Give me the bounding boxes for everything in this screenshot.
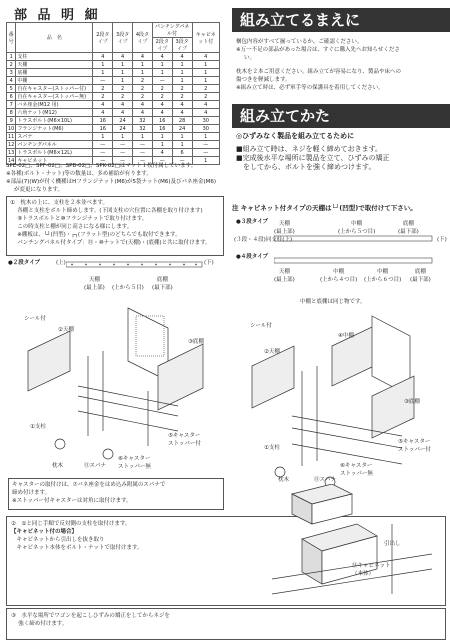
- parts-qty: —: [93, 77, 113, 85]
- parts-qty: 1: [172, 69, 192, 77]
- label-bottom-shelf-r: ③底棚: [404, 399, 420, 405]
- mid-same-label: 中棚と底棚は同じ物です。: [300, 299, 366, 305]
- parts-qty: —: [113, 157, 133, 165]
- parts-name: フランジナット(M6): [16, 125, 93, 133]
- before-title: 組み立てるまえに: [232, 8, 450, 32]
- parts-qty: 2: [113, 85, 133, 93]
- parts-qty: 4: [172, 109, 192, 117]
- label-mid-shelf-r: ④中棚: [338, 333, 354, 339]
- parts-qty: 4: [172, 101, 192, 109]
- label-seal: シール付: [24, 316, 46, 322]
- parts-name: 六角ナット(M12): [16, 109, 93, 117]
- label-post: ①支柱: [30, 424, 46, 430]
- parts-qty: 4: [93, 109, 113, 117]
- parts-qty: 1: [113, 61, 133, 69]
- parts-qty: 32: [133, 125, 153, 133]
- parts-name: 自在キャスター(ストッパー無): [16, 93, 93, 101]
- post-diagram-4: [274, 256, 436, 266]
- parts-qty: 4: [93, 101, 113, 109]
- parts-qty: 2: [172, 85, 192, 93]
- parts-qty: —: [192, 149, 219, 157]
- parts-name: キャビネット: [16, 157, 93, 165]
- col-2: 2段タイプ: [93, 23, 113, 53]
- parts-name: 自在キャスター(ストッパー付): [16, 85, 93, 93]
- parts-row: [7, 149, 220, 157]
- footnote-3: ※部品(7)(W)が付く機種はHフランジナット(M6)が5袋ナット(M6)及びバネ座金(M6): [6, 179, 217, 185]
- parts-no: 11: [8, 133, 15, 140]
- parts-qty: 1: [113, 133, 133, 141]
- step2-line: 【キャビネット付の場合】: [11, 529, 78, 535]
- parts-row: [7, 93, 220, 101]
- parts-qty: 4: [133, 101, 153, 109]
- label-seal-r: シール付: [250, 323, 272, 329]
- parts-qty: —: [113, 141, 133, 149]
- parts-qty: 1: [113, 69, 133, 77]
- caster-note-line: 締め付けます。: [12, 490, 51, 496]
- col-4: 4段タイプ: [133, 23, 153, 53]
- parts-qty: 2: [152, 93, 172, 101]
- label-top-shelf: 天棚 (最上部): [84, 277, 105, 291]
- parts-row: [7, 117, 220, 125]
- parts-table: [6, 22, 220, 165]
- label-bottom-shelf-2: ③底棚: [188, 339, 204, 345]
- parts-qty: 4: [93, 53, 113, 61]
- step2-line: キャビネットから引出しを抜き取り: [11, 537, 105, 543]
- label-bottom-shelf: 底棚 (最下部): [152, 277, 173, 291]
- label-caster-stop: ⑤キャスター ストッパー付: [168, 433, 201, 447]
- col-p3: 3段タイプ: [172, 38, 192, 53]
- parts-qty: 1: [133, 61, 153, 69]
- parts-qty: 1: [172, 141, 192, 149]
- label-top-shelf-r: ②天棚: [264, 349, 280, 355]
- parts-name: 中棚: [16, 77, 93, 85]
- post-diagram-2: [66, 260, 204, 270]
- parts-qty: 24: [113, 117, 133, 125]
- parts-qty: 2: [192, 85, 219, 93]
- parts-qty: 1: [172, 61, 192, 69]
- parts-qty: 1: [113, 77, 133, 85]
- how-title: 組み立てかた: [232, 104, 450, 128]
- parts-qty: 4: [113, 101, 133, 109]
- parts-qty: 24: [172, 125, 192, 133]
- parts-no: 2: [7, 61, 16, 69]
- parts-qty: 2: [172, 93, 192, 101]
- parts-no: 13: [8, 149, 15, 156]
- label-spanner: ⑪スパナ: [84, 463, 107, 469]
- label-top-3: 天棚 (最上部): [274, 221, 295, 235]
- before-line: 梱包内容がすべて揃っているか、ご確認ください。: [236, 39, 363, 45]
- parts-no: 6: [7, 93, 16, 101]
- label-sleeper-r: 枕木: [278, 477, 290, 483]
- parts-qty: 2: [152, 85, 172, 93]
- how-bullet: ■組み立て時は、ネジを軽く締めておきます。: [236, 145, 383, 153]
- parts-qty: 4: [152, 101, 172, 109]
- parts-qty: 1: [152, 61, 172, 69]
- type3-label: ●３段タイプ: [236, 219, 269, 225]
- parts-list-title: 部 品 明 細: [14, 8, 101, 23]
- parts-qty: 4: [113, 53, 133, 61]
- parts-qty: 30: [192, 125, 219, 133]
- parts-qty: 1: [93, 133, 113, 141]
- parts-qty: 1: [192, 157, 219, 165]
- parts-qty: 4: [152, 53, 172, 61]
- parts-qty: —: [152, 157, 172, 165]
- parts-qty: 28: [172, 117, 192, 125]
- before-line: 枕木を２本ご用意ください。組み立てが容易になり、製品や床への: [236, 69, 402, 75]
- parts-name: 底棚: [16, 69, 93, 77]
- col-p2: 2段タイプ: [152, 38, 172, 53]
- before-line: い。: [244, 55, 256, 61]
- parts-qty: 4: [192, 109, 219, 117]
- parts-qty: 32: [133, 117, 153, 125]
- label-sleeper: 枕木: [52, 463, 64, 469]
- col-cab: キャビネット付: [192, 23, 219, 53]
- parts-qty: 16: [152, 125, 172, 133]
- parts-no: 1: [7, 53, 16, 61]
- down-3: (下): [437, 237, 447, 243]
- before-line: 傷つきを軽減します。: [236, 77, 291, 83]
- parts-name: パンチングパネル: [16, 141, 93, 149]
- parts-name: トラスボルト(M6×12L): [16, 149, 93, 157]
- how-bullet: ■完成後水平な場所に製品を立て、ひずみの矯正: [236, 154, 390, 162]
- parts-qty: 1: [133, 69, 153, 77]
- parts-qty: 1: [133, 133, 153, 141]
- step1-line: ※棚板は、└┘(凹型)・┌┐(フラット型)のどちらでも取付できます。: [10, 232, 181, 238]
- step2-line: キャビネット本体をボルト・ナットで取付けます。: [11, 545, 143, 551]
- parts-row: [7, 53, 220, 61]
- parts-row: [7, 69, 220, 77]
- cabinet-diagram: [262, 484, 442, 604]
- parts-qty: —: [133, 149, 153, 157]
- parts-name: トラスボルト(M6×10L): [16, 117, 93, 125]
- parts-qty: 1: [192, 61, 219, 69]
- parts-row: [7, 125, 220, 133]
- parts-name: バネ座金(M12 用): [16, 101, 93, 109]
- parts-qty: 1: [93, 69, 113, 77]
- parts-qty: 2: [93, 85, 113, 93]
- parts-qty: 1: [172, 133, 192, 141]
- parts-qty: 1: [152, 133, 172, 141]
- up-label: (上): [56, 260, 66, 266]
- parts-qty: 16: [152, 117, 172, 125]
- label-cabinet: ⑭キャビネット （本体）: [352, 563, 391, 577]
- parts-qty: —: [133, 157, 153, 165]
- step1-box: [6, 196, 224, 256]
- parts-qty: 30: [192, 117, 219, 125]
- label-caster-stop-r: ⑤キャスター ストッパー付: [398, 439, 431, 453]
- parts-no: 5: [7, 85, 16, 93]
- parts-qty: —: [113, 149, 133, 157]
- parts-qty: —: [93, 149, 113, 157]
- parts-row: [7, 77, 220, 85]
- col-no: 番号: [7, 23, 16, 53]
- parts-row: [7, 109, 220, 117]
- label-spanner-r: ⑪スパナ: [314, 477, 337, 483]
- type4-label: ●４段タイプ: [236, 254, 269, 260]
- note-3: (３段・４段)同支柱(上): [234, 237, 293, 243]
- label-mid-3: 中棚 (上から５つ目): [338, 221, 376, 235]
- parts-qty: —: [133, 141, 153, 149]
- step1-line: ⑨トラスボルトと⑩フランジナットで取り付けます。: [10, 216, 148, 222]
- label-post-r: ①支柱: [264, 445, 280, 451]
- col-panel-group: パンチングパネル付: [152, 23, 192, 38]
- col-3: 3段タイプ: [113, 23, 133, 53]
- label-top-4: 天棚 (最上部): [274, 269, 295, 283]
- label-mid-4b: 中棚 (上から６つ目): [364, 269, 402, 283]
- label-top-shelf-2: ②天棚: [58, 327, 74, 333]
- before-line: ※万一不足の部品があった場合は、すぐに購入先へお知らせくださ: [236, 47, 400, 53]
- parts-no: 8: [7, 109, 16, 117]
- parts-qty: 1: [192, 77, 219, 85]
- parts-qty: —: [93, 141, 113, 149]
- caster-note-box: [8, 478, 224, 510]
- how-bullet: をしてから、ボルトを強く締めつけます。: [236, 163, 376, 171]
- step1-line: 各棚と支柱をボルト締めします。(下図支柱の穴位置に各棚を取り付けます): [10, 208, 203, 214]
- parts-qty: —: [192, 141, 219, 149]
- parts-qty: —: [152, 77, 172, 85]
- parts-qty: —: [172, 157, 192, 165]
- label-bottom-4: 底棚 (最下部): [410, 269, 431, 283]
- parts-no: 10: [8, 125, 15, 132]
- footnote-4: が変更になります。: [14, 187, 64, 193]
- parts-qty: —: [93, 157, 113, 165]
- parts-no: 14: [8, 157, 15, 164]
- parts-no: 7: [7, 101, 16, 109]
- parts-qty: 24: [113, 125, 133, 133]
- parts-qty: 2: [192, 93, 219, 101]
- parts-row: [7, 61, 220, 69]
- parts-name: スパナ: [16, 133, 93, 141]
- parts-qty: 4: [152, 149, 172, 157]
- parts-qty: 2: [133, 77, 153, 85]
- label-caster-free-r: ⑥キャスター ストッパー無: [340, 463, 373, 477]
- parts-qty: 4: [113, 109, 133, 117]
- parts-qty: 4: [152, 109, 172, 117]
- parts-no: 4: [7, 77, 16, 85]
- cab-note-title: 注 キャビネット付タイプの天棚は└┘(凹型)で取付けて下さい。: [232, 204, 417, 212]
- how-subtitle: ◎ひずみなく製品を組み立てるために: [236, 132, 355, 140]
- step3-line: ③ 水平な場所でワゴンを起こしひずみの矯正をしてからネジを: [11, 613, 170, 619]
- parts-no: 9: [7, 117, 16, 125]
- step3-line: 強く締め付けます。: [11, 621, 68, 627]
- parts-row: [7, 141, 220, 149]
- label-bottom-3: 底棚 (最下部): [398, 221, 419, 235]
- label-drawer: 引出し: [384, 541, 401, 547]
- caster-note-line: ※ストッパー付キャスターは対角に取付けます。: [12, 498, 132, 504]
- col-name: 品 名: [16, 23, 93, 53]
- caster-note-line: キャスターの取付けは、⑦バネ座金をはめ込み附属のスパナで: [12, 482, 166, 488]
- parts-qty: 1: [192, 133, 219, 141]
- parts-qty: 1: [172, 77, 192, 85]
- step1-line: ① 枕木の上に、支柱を２本並べます。: [10, 200, 108, 206]
- label-mid-4a: 中棚 (上から４つ目): [320, 269, 358, 283]
- label-caster-free: ⑥キャスター ストッパー無: [118, 456, 151, 470]
- parts-qty: 2: [113, 93, 133, 101]
- parts-qty: 1: [152, 69, 172, 77]
- parts-qty: 1: [192, 69, 219, 77]
- parts-row: [7, 101, 220, 109]
- parts-qty: 4: [192, 53, 219, 61]
- step1-line: パンチングパネル付タイプ：⑬・⑩ナットで(天棚)・(底棚)と共に取付けます。: [10, 240, 211, 246]
- parts-qty: 2: [133, 93, 153, 101]
- parts-qty: 4: [133, 109, 153, 117]
- parts-qty: 4: [172, 53, 192, 61]
- parts-qty: 6: [172, 149, 192, 157]
- parts-row: [7, 133, 220, 141]
- label-count: (上から５目): [112, 285, 144, 291]
- parts-qty: 1: [152, 141, 172, 149]
- step1-line: この時支柱と棚が同じ高さになる様にします。: [10, 224, 133, 230]
- before-line: ※組み立て時は、必ず軍手等の保護具を着用してください。: [236, 85, 384, 91]
- parts-no: 12: [8, 141, 15, 148]
- parts-qty: 2: [133, 85, 153, 93]
- footnote-1: SPE-02□、SPF-02□、SPB-02□、SPK-02□はマット１枚付属しています。: [6, 163, 197, 169]
- parts-qty: 4: [133, 53, 153, 61]
- parts-row: [7, 85, 220, 93]
- parts-qty: 4: [192, 101, 219, 109]
- footnote-2: ※各種(ボルト・ナット)等の数量は、多め補給が有ります。: [6, 171, 152, 177]
- parts-name: 支柱: [16, 53, 93, 61]
- step2-line: ② ①と同じ手順で反対側の支柱を取付けます。: [11, 521, 131, 527]
- parts-qty: 16: [93, 125, 113, 133]
- type2-label: ●２段タイプ: [8, 260, 41, 266]
- parts-qty: 16: [93, 117, 113, 125]
- down-label: (下): [204, 260, 214, 266]
- step3-box: [6, 608, 446, 640]
- parts-name: 天棚: [16, 61, 93, 69]
- parts-no: 3: [7, 69, 16, 77]
- parts-qty: 2: [93, 93, 113, 101]
- parts-qty: 1: [93, 61, 113, 69]
